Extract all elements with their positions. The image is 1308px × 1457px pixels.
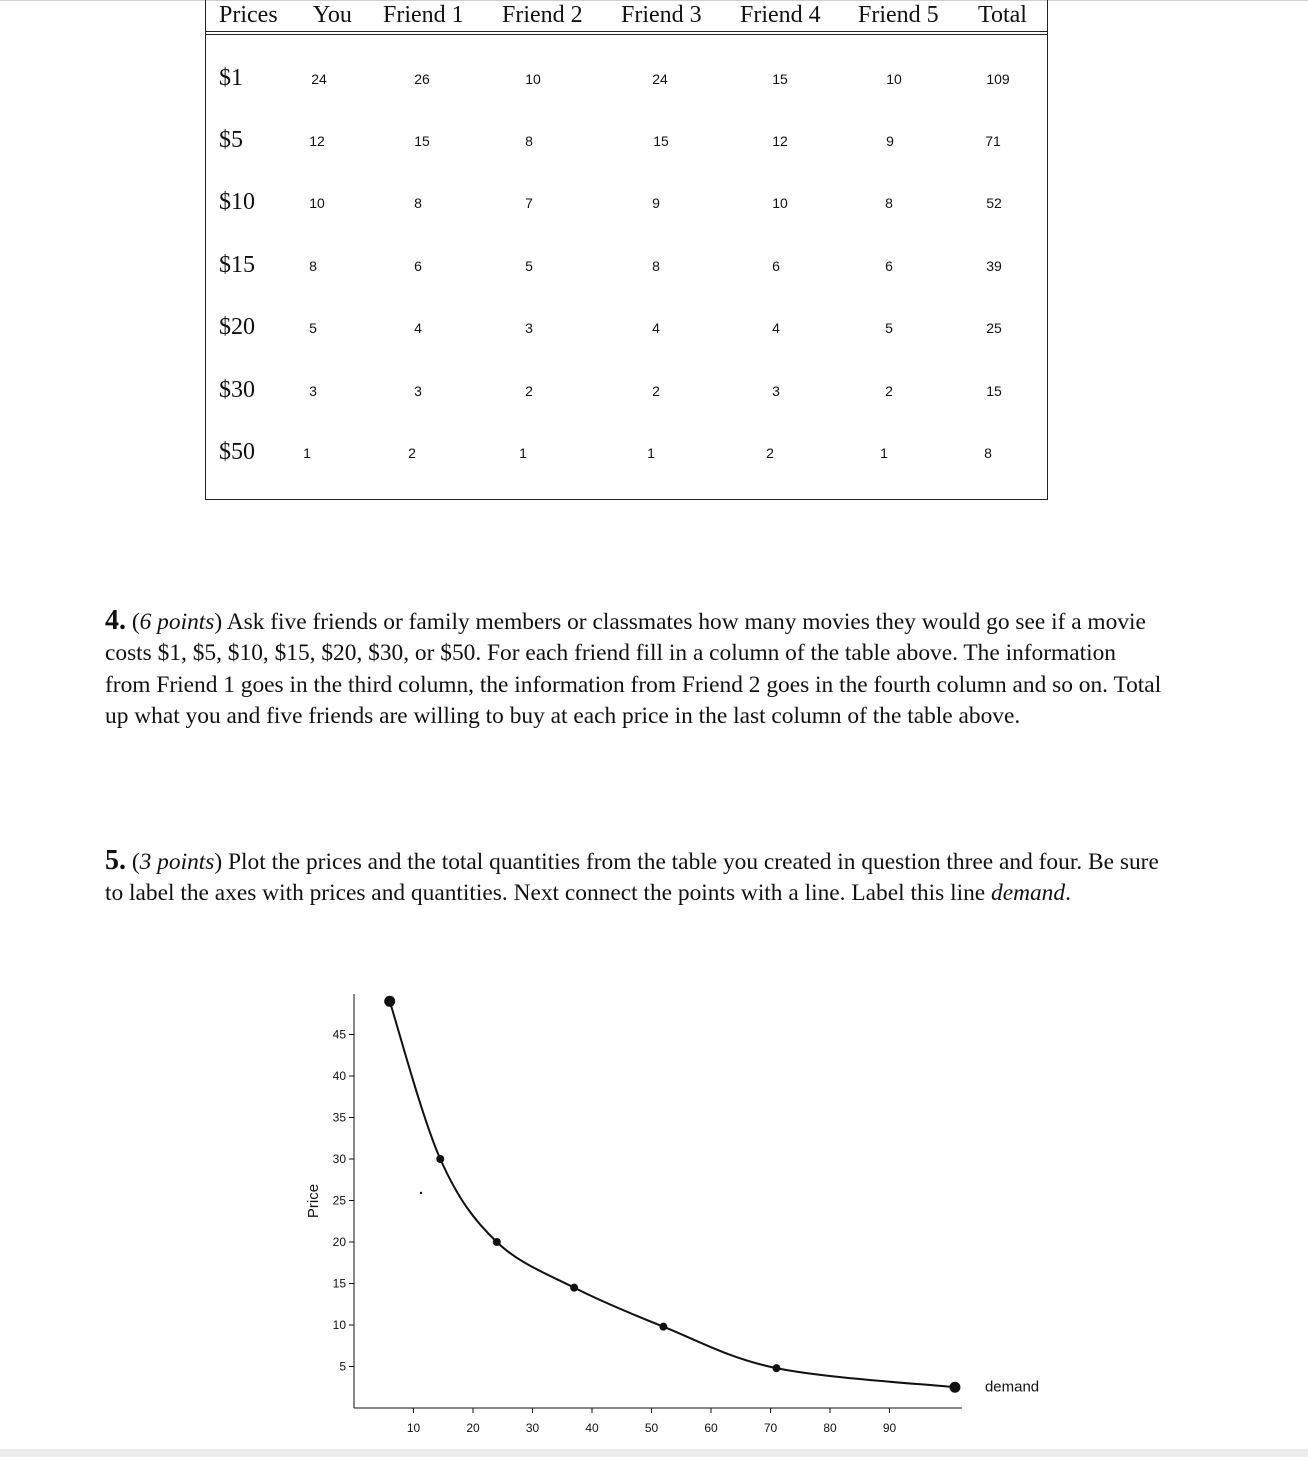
total-cell: 25: [986, 320, 1002, 336]
column-header: Prices: [219, 2, 278, 28]
question-4-text: Ask five friends or family members or classmates how many movies they would go see if a movie costs $1, $5, $10, $15, $20, $30, or $50. For each friend fill in a column of the table above. The information from Friend 1 goes in the third column, the information from Friend 2 goes in the fourth column and so on. Total up what you and five friends are willing to buy at each price in the last column of the table above.: [105, 609, 1162, 730]
quantity-cell: 5: [885, 320, 893, 336]
column-header: Friend 5: [858, 2, 939, 28]
quantity-cell: 12: [309, 133, 325, 149]
total-cell: 15: [986, 383, 1002, 399]
quantity-cell: 7: [525, 195, 533, 211]
x-tick-label: 20: [466, 1421, 480, 1435]
quantity-cell: 12: [772, 133, 788, 149]
total-cell: 71: [985, 133, 1001, 149]
data-point: [772, 1364, 780, 1372]
quantity-cell: 2: [766, 445, 774, 461]
y-tick-label: 40: [332, 1069, 346, 1083]
quantity-cell: 15: [653, 133, 669, 149]
bottom-bar: [0, 1449, 1308, 1457]
y-tick-label: 35: [332, 1110, 346, 1125]
column-header: Friend 3: [621, 2, 702, 28]
quantity-cell: 6: [772, 258, 780, 274]
quantity-cell: 3: [414, 383, 422, 399]
quantity-cell: 2: [525, 383, 533, 399]
price-cell: $20: [219, 314, 255, 340]
price-cell: $5: [219, 127, 243, 153]
quantity-cell: 24: [652, 71, 668, 87]
total-cell: 109: [986, 71, 1010, 87]
quantity-cell: 6: [414, 258, 422, 274]
data-point: [493, 1238, 501, 1246]
quantity-cell: 3: [525, 320, 533, 336]
quantity-cell: 10: [772, 195, 788, 211]
price-cell: $1: [219, 65, 243, 91]
quantity-cell: 8: [525, 133, 533, 149]
quantity-cell: 15: [772, 71, 788, 87]
question-5-text-end: .: [1065, 880, 1071, 907]
y-tick-label: 45: [332, 1027, 346, 1042]
data-point: [384, 996, 395, 1007]
quantity-cell: 2: [652, 383, 660, 399]
price-cell: $50: [219, 439, 255, 465]
x-tick-label: 50: [644, 1421, 659, 1435]
y-tick-label: 30: [332, 1152, 346, 1166]
price-cell: $15: [219, 252, 255, 278]
y-tick-label: 15: [332, 1276, 346, 1291]
x-tick-label: 60: [704, 1421, 718, 1435]
quantity-cell: 9: [652, 195, 660, 211]
data-point: [570, 1284, 578, 1292]
quantity-cell: 10: [309, 195, 325, 211]
x-tick-label: 40: [585, 1421, 599, 1435]
total-cell: 8: [984, 445, 992, 461]
y-tick-label: 25: [332, 1193, 346, 1208]
quantity-cell: 10: [886, 71, 902, 87]
quantity-cell: 9: [886, 133, 894, 149]
quantity-cell: 1: [519, 445, 527, 461]
question-5-emphasis: demand: [991, 880, 1066, 907]
quantity-cell: 4: [772, 320, 780, 336]
column-header: Friend 2: [502, 2, 583, 28]
x-tick-label: 10: [406, 1421, 421, 1435]
question-5: 5. (3 points) Plot the prices and the total quantities from the table you created in question three and four. Be sure to label the axes with prices and quantities. Next connect the points with a line. Label this line demand.: [105, 845, 1159, 907]
x-tick-label: 70: [763, 1421, 778, 1435]
column-header: Total: [978, 2, 1027, 28]
column-header: You: [313, 2, 352, 28]
quantity-cell: 8: [309, 258, 317, 274]
price-cell: $30: [219, 377, 255, 403]
data-point: [659, 1323, 667, 1331]
y-tick-label: 10: [332, 1318, 346, 1332]
quantity-cell: 2: [408, 445, 416, 461]
question-5-points: 3 points: [139, 849, 215, 875]
quantity-cell: 4: [652, 320, 660, 336]
question-4-points: 6 points: [139, 609, 215, 635]
quantity-cell: 4: [414, 320, 422, 336]
quantity-cell: 24: [311, 71, 327, 87]
quantity-cell: 1: [647, 445, 655, 461]
x-tick-label: 90: [882, 1421, 897, 1435]
quantity-cell: 3: [309, 383, 317, 399]
question-5-text: Plot the prices and the total quantities from the table you created in question three and four. Be sure to label the axes with prices and quantities. Next connect the points with a line. Label this line: [105, 849, 1159, 907]
x-tick-label: 30: [525, 1421, 540, 1435]
quantity-cell: 2: [885, 383, 893, 399]
quantity-cell: 5: [309, 320, 317, 336]
quantity-cell: 8: [885, 195, 893, 211]
quantity-cell: 5: [525, 258, 533, 274]
data-point: [949, 1382, 960, 1393]
quantity-cell: 8: [652, 258, 660, 274]
quantity-cell: 6: [885, 258, 893, 274]
quantity-cell: 1: [880, 445, 888, 461]
x-tick-label: 80: [823, 1421, 837, 1435]
y-tick-label: 20: [332, 1235, 346, 1249]
total-cell: 39: [986, 258, 1002, 274]
column-header: Friend 1: [383, 2, 464, 28]
question-4-number: 4.: [105, 605, 126, 636]
total-cell: 52: [986, 195, 1002, 211]
y-tick-label: 5: [339, 1359, 346, 1374]
quantity-cell: 26: [414, 71, 430, 87]
quantity-cell: 3: [772, 383, 780, 399]
stray-dot: [420, 1192, 422, 1194]
quantity-cell: 8: [414, 195, 422, 211]
data-point: [436, 1155, 444, 1163]
price-cell: $10: [219, 189, 255, 215]
demand-line: [390, 1001, 955, 1387]
y-axis-label: Price: [305, 1183, 322, 1219]
demand-line-label: demand: [984, 1378, 1040, 1396]
quantity-cell: 15: [414, 133, 430, 149]
column-header: Friend 4: [740, 2, 821, 28]
quantity-cell: 1: [303, 445, 311, 461]
quantity-cell: 10: [525, 71, 541, 87]
question-5-number: 5.: [105, 845, 126, 876]
question-4: 4. (6 points) Ask five friends or family members or classmates how many movies they would go see if a movie costs $1, $5, $10, $15, $20, $30, or $50. For each friend fill in a column of the table above. The information from Friend 1 goes in the third column, the information from Friend 2 goes in the fourth column and so on. Total up what you and five friends are willing to buy at each price in the last column of the table above.: [105, 605, 1162, 730]
